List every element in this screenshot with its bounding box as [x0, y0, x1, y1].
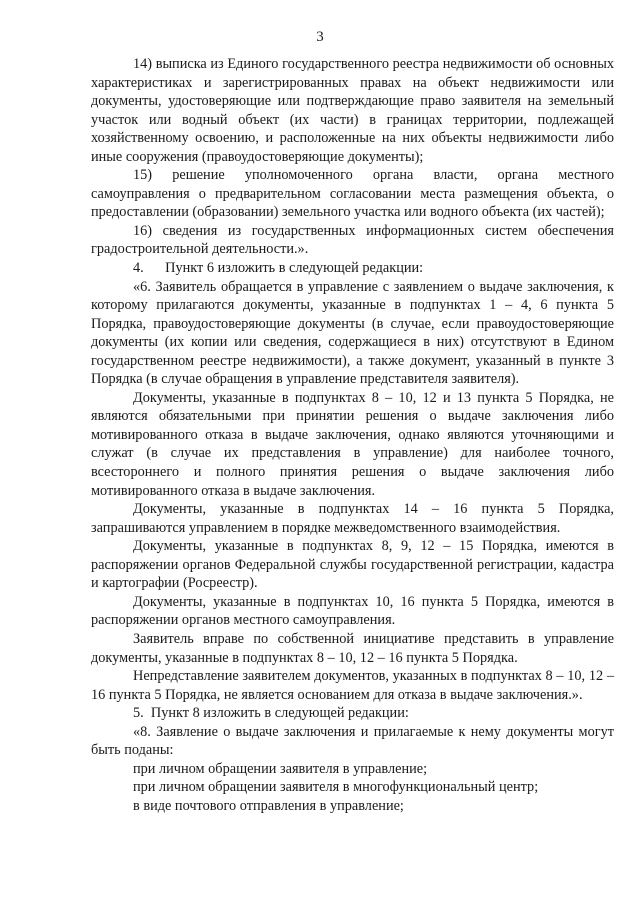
- paragraph: Заявитель вправе по собственной инициативе представить в управление документы, указанные в подпунктах 8 – 10, 12 – 16 пункта 5 Порядка.: [91, 630, 614, 666]
- paragraph: Документы, указанные в подпунктах 8, 9, 12 – 15 Порядка, имеются в распоряжении органов Федеральной службы государственной регистрации, кадастра и картографии (Росреестр).: [91, 538, 614, 592]
- list-item: при личном обращении заявителя в управление;: [133, 760, 428, 777]
- paragraph: Документы, указанные в подпунктах 10, 16 пункта 5 Порядка, имеются в распоряжении органов местного самоуправления.: [91, 593, 614, 629]
- paragraph: «8. Заявление о выдаче заключения и прилагаемые к нему документы могут быть поданы:: [91, 723, 614, 759]
- document-body: [91, 55, 614, 815]
- paragraph: 15) решение уполномоченного органа власти, органа местного самоуправления о предварительном согласовании места размещения объекта, о предоставлении (образовании) земельного участка или водного объекта (их частей);: [91, 167, 614, 221]
- paragraph: «6. Заявитель обращается в управление с заявлением о выдаче заключения, к которому прилагаются документы, указанные в подпунктах 1 – 4, 6 пункта 5 Порядка, правоудостоверяющие документы (в случае, если правоудостоверяющие документы (их копии или сведения, содержащиеся в них) отсутствуют в Едином государственном реестре недвижимости), а также документ, указанный в пункте 3 Порядка (в случае обращения в управление представителя заявителя).: [91, 278, 614, 388]
- paragraph: Документы, указанные в подпунктах 14 – 16 пункта 5 Порядка, запрашиваются управлением в порядке межведомственного взаимодействия.: [91, 501, 614, 536]
- paragraph: 14) выписка из Единого государственного реестра недвижимости об основных характеристиках и зарегистрированных правах на объект недвижимости или документы, удостоверяющие или подтверждающие право заявителя на земельный участок или водный объект (их части) в границах территории, подлежащей хозяйственному освоению, и расположенные на них объекты недвижимости либо иные сооружения (правоудостоверяющие документы);: [91, 56, 614, 165]
- paragraph: Непредставление заявителем документов, указанных в подпунктах 8 – 10, 12 – 16 пункта 5 Порядка, не является основанием для отказа в выдаче заключения.».: [91, 668, 614, 703]
- paragraph: Документы, указанные в подпунктах 8 – 10, 12 и 13 пункта 5 Порядка, не являются обязательными при принятии решения о выдаче заключения либо мотивированного отказа в выдаче заключения, однако являются уточняющими и служат (в случае их представления в управление) для наиболее точного, всестороннего и полного принятия решения о выдаче заключения либо мотивированного отказа в выдаче заключения.: [91, 389, 614, 499]
- paragraph: 5. Пункт 8 изложить в следующей редакции:: [133, 705, 409, 722]
- list-item: при личном обращении заявителя в многофункциональный центр;: [133, 779, 539, 796]
- page-number: 3: [316, 29, 324, 45]
- list-item: в виде почтового отправления в управление;: [133, 797, 404, 814]
- paragraph: 4. Пункт 6 изложить в следующей редакции:: [133, 260, 424, 277]
- paragraph: 16) сведения из государственных информационных систем обеспечения градостроительной деятельности.».: [91, 222, 614, 258]
